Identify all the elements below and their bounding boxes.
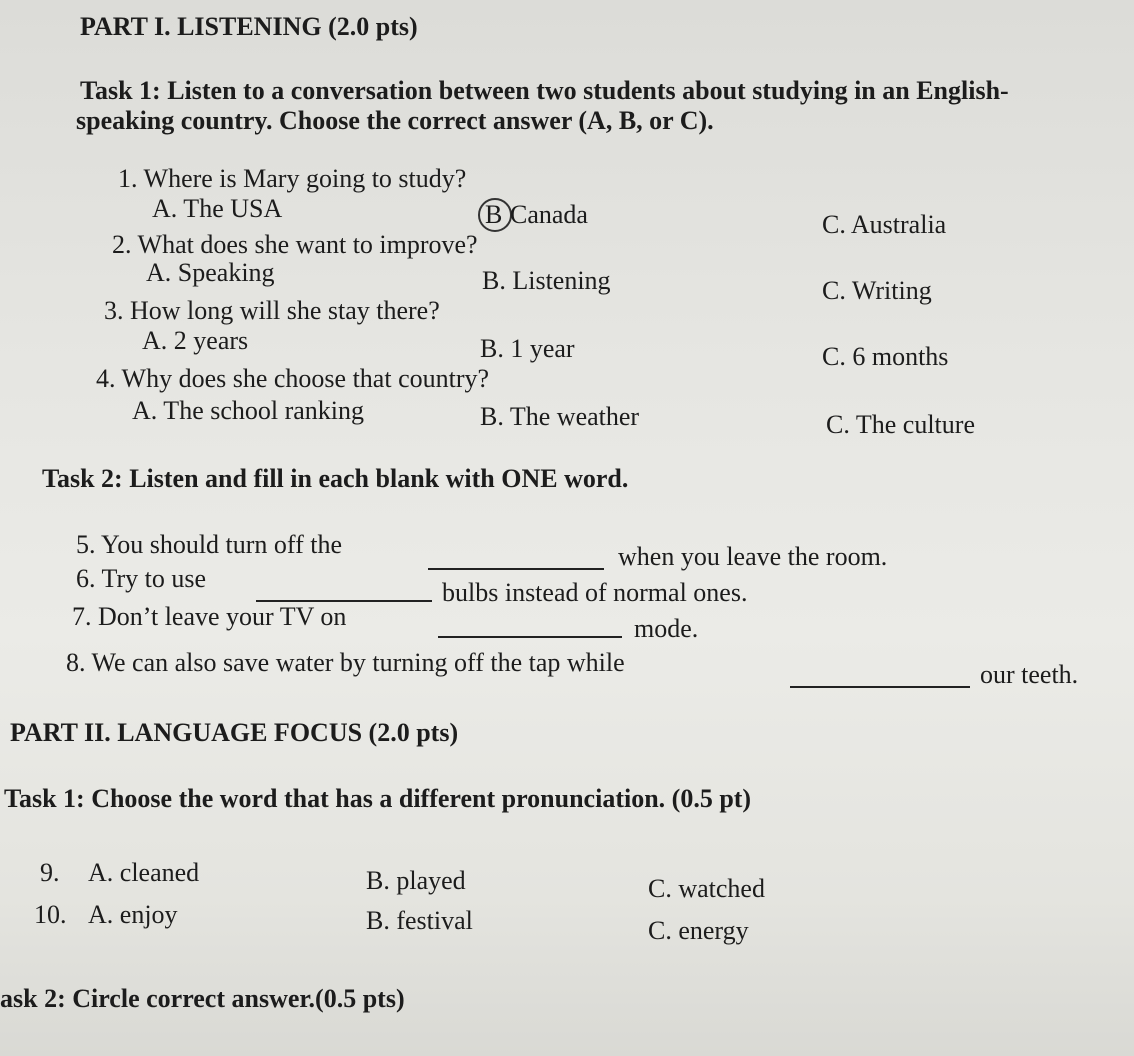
part2-task1-heading: Task 1: Choose the word that has a different pronunciation. (0.5 pt): [4, 784, 752, 813]
q1-option-c[interactable]: C. Australia: [822, 210, 947, 239]
q1-option-b-text[interactable]: Canada: [510, 200, 588, 229]
question-4: 4. Why does she choose that country?: [96, 364, 490, 393]
fill-item-8-before: 8. We can also save water by turning off the tap while: [66, 648, 625, 677]
question-1: 1. Where is Mary going to study?: [118, 164, 467, 193]
fill-item-7-after: mode.: [634, 614, 699, 643]
fill-blank-5[interactable]: [428, 568, 604, 570]
q2-option-c[interactable]: C. Writing: [822, 276, 932, 305]
q3-option-b[interactable]: B. 1 year: [480, 334, 575, 363]
q4-option-a[interactable]: A. The school ranking: [132, 396, 365, 425]
fill-item-6-after: bulbs instead of normal ones.: [442, 578, 748, 607]
q1-option-a[interactable]: A. The USA: [152, 194, 283, 223]
question-3: 3. How long will she stay there?: [104, 296, 440, 325]
q4-option-b[interactable]: B. The weather: [480, 402, 640, 431]
q3-option-c[interactable]: C. 6 months: [822, 342, 949, 371]
item-10-number: 10.: [34, 900, 67, 929]
q4-option-c[interactable]: C. The culture: [826, 410, 975, 439]
item-10-option-a[interactable]: A. enjoy: [88, 900, 178, 929]
task1-instruction-line2: speaking country. Choose the correct answer (A, B, or C).: [76, 106, 714, 135]
item-10-option-b[interactable]: B. festival: [366, 906, 473, 935]
fill-item-8-after: our teeth.: [980, 660, 1079, 689]
item-10-option-c[interactable]: C. energy: [648, 916, 749, 945]
part2-heading: PART II. LANGUAGE FOCUS (2.0 pts): [10, 718, 459, 747]
task1-instruction-line1: Task 1: Listen to a conversation between two students about studying in an English-: [80, 76, 1009, 105]
fill-item-7-before: 7. Don’t leave your TV on: [72, 602, 347, 631]
item-9-number: 9.: [40, 858, 60, 887]
q2-option-a[interactable]: A. Speaking: [146, 258, 275, 287]
item-9-option-b[interactable]: B. played: [366, 866, 466, 895]
item-9-option-a[interactable]: A. cleaned: [88, 858, 200, 887]
question-2: 2. What does she want to improve?: [112, 230, 478, 259]
fill-blank-7[interactable]: [438, 636, 622, 638]
fill-item-6-before: 6. Try to use: [76, 564, 207, 593]
part1-heading: PART I. LISTENING (2.0 pts): [80, 12, 418, 41]
q2-option-b[interactable]: B. Listening: [482, 266, 611, 295]
part2-task2-heading: ask 2: Circle correct answer.(0.5 pts): [0, 984, 405, 1013]
q1-option-b-letter[interactable]: B: [485, 200, 503, 229]
fill-item-5-after: when you leave the room.: [618, 542, 888, 571]
item-9-option-c[interactable]: C. watched: [648, 874, 765, 903]
q3-option-a[interactable]: A. 2 years: [142, 326, 249, 355]
fill-blank-8[interactable]: [790, 686, 970, 688]
task2-heading: Task 2: Listen and fill in each blank with ONE word.: [42, 464, 629, 493]
fill-item-5-before: 5. You should turn off the: [76, 530, 343, 559]
